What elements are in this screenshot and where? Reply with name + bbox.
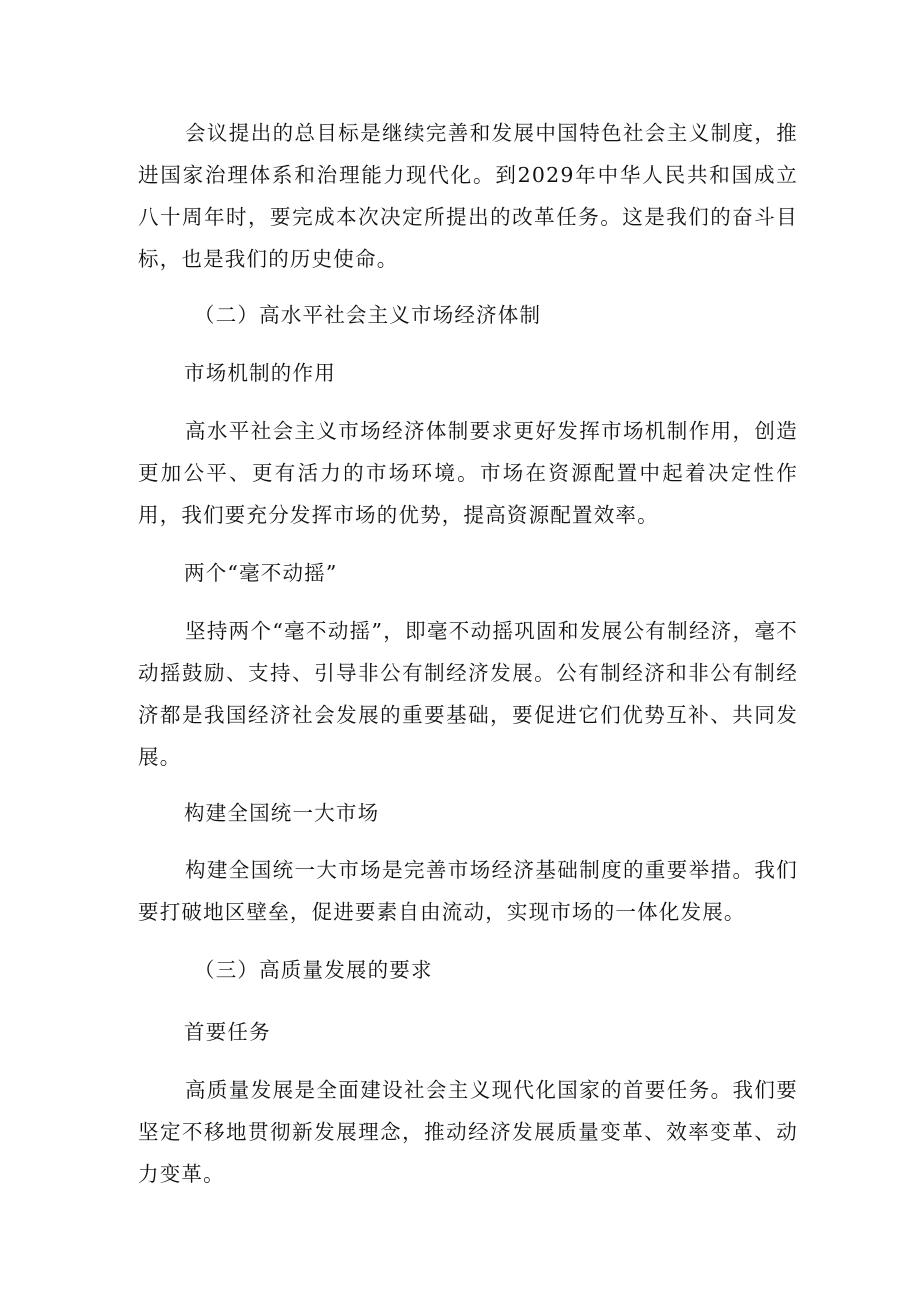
subheading-market-mechanism: 市场机制的作用 [184, 361, 336, 385]
subheading-two-unwavering: 两个“毫不动摇” [184, 561, 338, 585]
paragraph-unified-market: 构建全国统一大市场是完善市场经济基础制度的重要举措。我们要打破地区壁垒，促进要素自由流动，实现市场的一体化发展。 [138, 858, 798, 924]
subheading-unified-market: 构建全国统一大市场 [184, 801, 380, 825]
paragraph-market-mechanism: 高水平社会主义市场经济体制要求更好发挥市场机制作用，创造更加公平、更有活力的市场环境。市场在资源配置中起着决定性作用，我们要充分发挥市场的优势，提高资源配置效率。 [138, 419, 798, 527]
paragraph-primary-task: 高质量发展是全面建设社会主义现代化国家的首要任务。我们要坚定不移地贯彻新发展理念，推动经济发展质量变革、效率变革、动力变革。 [138, 1078, 798, 1186]
subheading-primary-task: 首要任务 [184, 1020, 271, 1044]
section-title-market-economy: （二）高水平社会主义市场经济体制 [194, 303, 542, 327]
section-title-high-quality: （三）高质量发展的要求 [194, 958, 433, 982]
paragraph-two-unwavering: 坚持两个“毫不动摇”，即毫不动摇巩固和发展公有制经济，毫不动摇鼓励、支持、引导非公有制经济发展。公有制经济和非公有制经济都是我国经济社会发展的重要基础，要促进它们优势互补、共同发展。 [138, 619, 798, 769]
paragraph-general-goal: 会议提出的总目标是继续完善和发展中国特色社会主义制度，推进国家治理体系和治理能力现代化。到2029年中华人民共和国成立八十周年时，要完成本次决定所提出的改革任务。这是我们的奋斗目标，也是我们的历史使命。 [138, 121, 798, 271]
